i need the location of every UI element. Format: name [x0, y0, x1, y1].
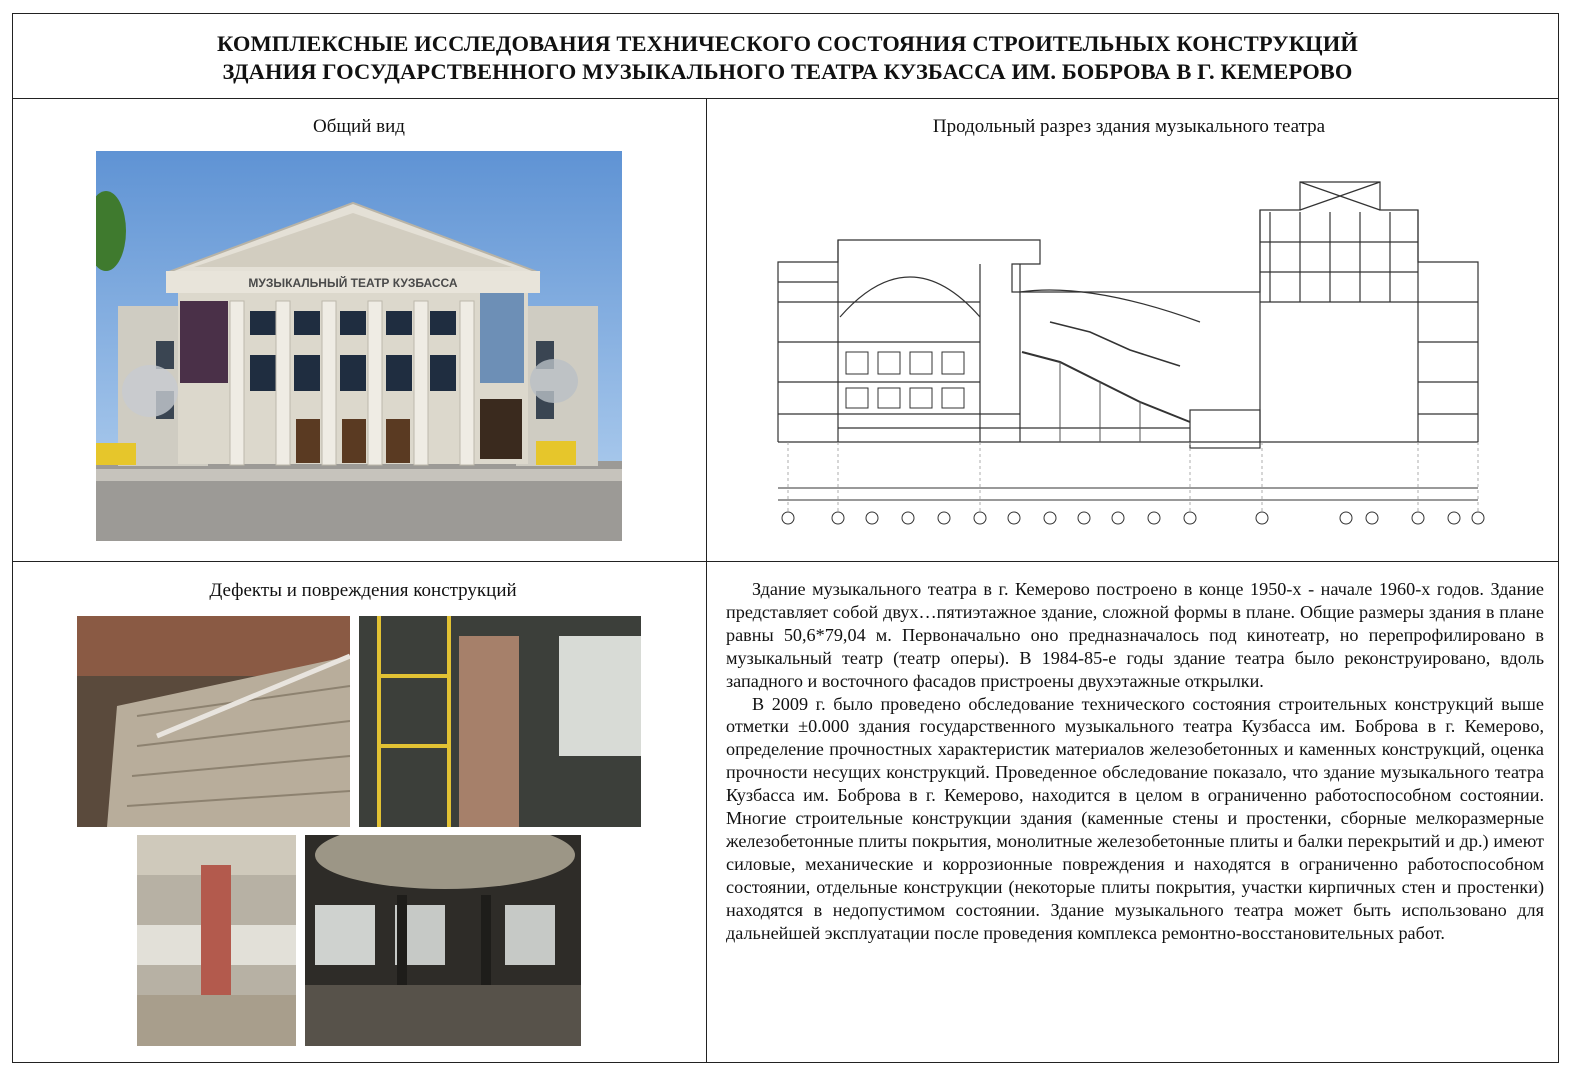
description-text [726, 578, 1544, 945]
title-divider [12, 98, 1559, 99]
facade-signage: МУЗЫКАЛЬНЫЙ ТЕАТР КУЗБАССА [248, 276, 458, 290]
defect-photo-floor [77, 616, 350, 827]
general-view-caption: Общий вид [313, 116, 405, 137]
longitudinal-section-drawing [760, 152, 1550, 528]
defect-photo-column [137, 835, 296, 1046]
defect-photo-hall [305, 835, 581, 1046]
column-divider [706, 98, 707, 1063]
description-paragraph-1: Здание музыкального театра в г. Кемерово построено в конце 1950-х - начале 1960-х годов. Здание представляет собой двух…пятиэтажное здание, сложной формы в плане. Общие размеры здания в плане равны 50,6*79,04 м. Первоначально оно предназначалось под кинотеатр, но перепрофилировано в музыкальный театр (театр оперы). В 1984-85-е годы здание театра было реконструировано, вдоль западного и восточного фасадов пристроены двухэтажные открылки. [726, 579, 1544, 691]
defects-caption: Дефекты и повреждения конструкций [209, 580, 517, 601]
theatre-facade-photo [96, 151, 622, 541]
title-line-2: ЗДАНИЯ ГОСУДАРСТВЕННОГО МУЗЫКАЛЬНОГО ТЕАТРА КУЗБАССА ИМ. БОБРОВА В Г. КЕМЕРОВО [222, 59, 1353, 84]
description-paragraph-2: В 2009 г. было проведено обследование технического состояния строительных конструкций выше отметки ±0.000 здания государственного музыкального театра Кузбасса им. Боброва в г. Кемерово, определение прочностных характеристик материалов железобетонных и каменных конструкций, оценка прочности несущих конструкций. Проведенное обследование показало, что здание музыкального театра Кузбасса им. Боброва в г. Кемерово, находится в целом в ограниченно работоспособном состоянии. Многие строительные конструкции здания (каменные стены и простенки, сборные мелкоразмерные железобетонные плиты покрытия, монолитные железобетонные плиты и балки перекрытий и др.) имеют силовые, механические и коррозионные повреждения и находятся в ограниченно работоспособном состоянии, отдельные конструкции (некоторые плиты покрытия, участки кирпичных стен и простенки) находятся в недопустимом состоянии. Здание музыкального театра может быть использовано для дальнейшей эксплуатации после проведения комплекса ремонтно-восстановительных работ. [726, 693, 1544, 943]
row-divider [12, 561, 1559, 562]
defect-photo-wall [359, 616, 641, 827]
title-line-1: КОМПЛЕКСНЫЕ ИССЛЕДОВАНИЯ ТЕХНИЧЕСКОГО СОСТОЯНИЯ СТРОИТЕЛЬНЫХ КОНСТРУКЦИЙ [217, 31, 1358, 56]
section-caption: Продольный разрез здания музыкального театра [932, 116, 1326, 137]
poster-title [20, 30, 1555, 86]
